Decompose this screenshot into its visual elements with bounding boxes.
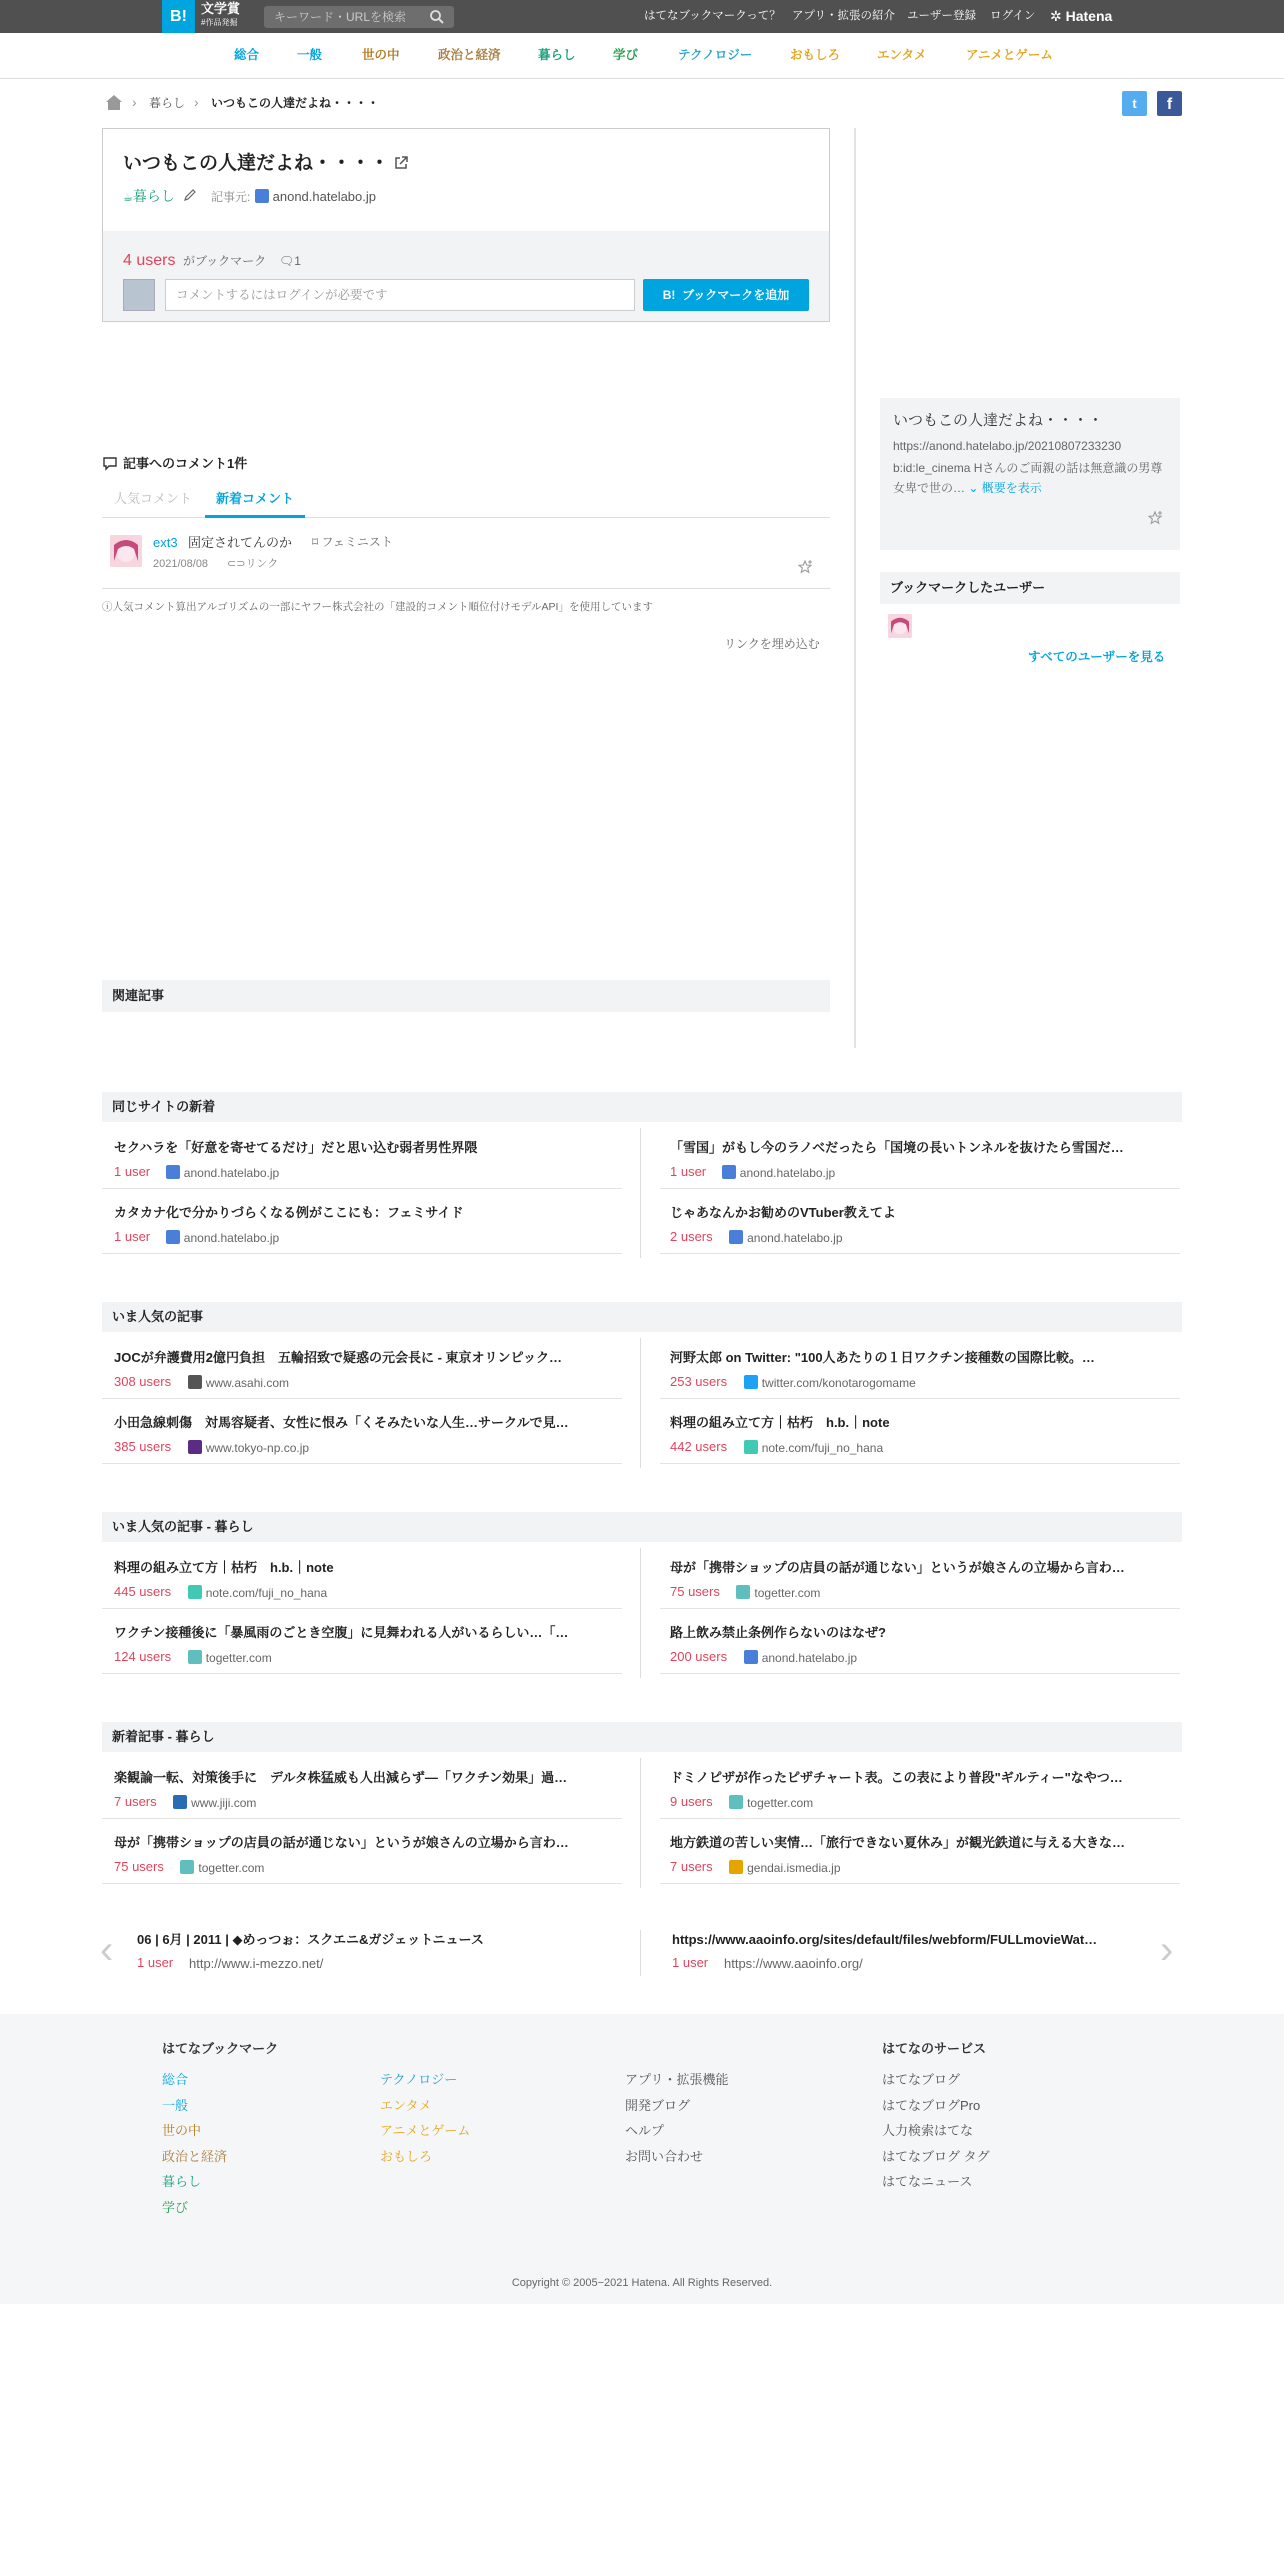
site-favicon-icon bbox=[180, 1860, 194, 1874]
footer bbox=[0, 2014, 1284, 2304]
footer-link[interactable]: 総合 bbox=[162, 2072, 189, 2087]
site-favicon-icon bbox=[729, 1860, 743, 1874]
site-favicon-icon bbox=[729, 1795, 743, 1809]
home-icon[interactable] bbox=[104, 93, 124, 111]
bookmark-bar bbox=[103, 231, 829, 321]
article-users[interactable]: 75 users bbox=[670, 1584, 720, 1599]
footer-link[interactable]: おもしろ bbox=[380, 2148, 433, 2164]
copyright: Copyright © 2005−2021 Hatena. All Rights Reserved. bbox=[511, 2277, 773, 2289]
article-divider bbox=[102, 1463, 622, 1464]
section-heading: 同じサイトの新着 bbox=[102, 1092, 1182, 1122]
article-divider bbox=[102, 1398, 622, 1399]
article-site-text: togetter.com bbox=[198, 1861, 265, 1875]
summary-box bbox=[880, 398, 1180, 550]
article-site[interactable] bbox=[166, 1230, 279, 1246]
bookmark-users-heading: ブックマークしたユーザー bbox=[880, 572, 1180, 604]
article-divider bbox=[660, 1398, 1180, 1399]
cat-manabi[interactable]: 学び bbox=[613, 48, 639, 62]
comment-date[interactable]: 2021/08/08 bbox=[153, 558, 209, 570]
chevron-down-icon: ⌄ bbox=[968, 481, 982, 495]
section-heading: いま人気の記事 bbox=[102, 1302, 1182, 1332]
carousel-item-users[interactable]: 1 user bbox=[672, 1955, 709, 1970]
carousel-next-icon[interactable]: › bbox=[1160, 1928, 1174, 1972]
article-site[interactable] bbox=[736, 1585, 820, 1601]
summary-desc-text: b:id:le_cinema Hさんのご両親の話は無意識の男尊女卑で世の… bbox=[893, 461, 1163, 495]
site-favicon-icon bbox=[188, 1650, 202, 1664]
section-divider bbox=[640, 1758, 641, 1888]
search-icon[interactable] bbox=[429, 9, 445, 25]
search-input[interactable]: キーワード・URLを検索 bbox=[264, 6, 454, 28]
apps-link[interactable]: アプリ・拡張の紹介 bbox=[792, 10, 896, 22]
carousel-divider bbox=[640, 1930, 641, 1976]
article-title[interactable]: 母が「携帯ショップの店員の話が通じない」というが娘さんの立場から言わ… bbox=[114, 1835, 569, 1850]
show-summary-label: 概要を表示 bbox=[981, 481, 1042, 495]
site-favicon-icon bbox=[188, 1440, 202, 1454]
footer-link[interactable]: テクノロジー bbox=[380, 2072, 458, 2087]
tab-new-comments[interactable]: 新着コメント bbox=[216, 491, 295, 506]
site-favicon-icon bbox=[729, 1230, 743, 1244]
hatena-logo-text: Hatena bbox=[1065, 8, 1113, 24]
article-site-text: togetter.com bbox=[205, 1651, 272, 1665]
article-title[interactable]: 小田急線刺傷 対馬容疑者、女性に恨み「くそみたいな人生…サークルで見… bbox=[114, 1415, 569, 1430]
article-title[interactable]: セクハラを「好意を寄せてるだけ」だと思い込む弱者男性界隈 bbox=[114, 1140, 478, 1155]
entry-title[interactable]: いつもこの人達だよね・・・・ bbox=[123, 153, 390, 174]
embed-link[interactable]: リンクを埋め込む bbox=[724, 637, 820, 651]
footer-link[interactable]: はてなブログ タグ bbox=[882, 2148, 990, 2164]
cat-yononaka[interactable]: 世の中 bbox=[362, 48, 400, 62]
all-users-link[interactable]: すべてのユーザーを見る bbox=[1028, 650, 1166, 664]
comments-heading: 記事へのコメント1件 bbox=[123, 456, 248, 471]
about-link[interactable]: はてなブックマークって？ bbox=[644, 10, 781, 22]
article-site[interactable] bbox=[180, 1860, 264, 1876]
article-site-text: anond.hatelabo.jp bbox=[761, 1651, 858, 1665]
article-site-text: anond.hatelabo.jp bbox=[739, 1166, 836, 1180]
award-logo-sub: #作品発掘 bbox=[201, 18, 238, 27]
article-users[interactable]: 1 user bbox=[670, 1164, 707, 1179]
site-favicon-icon bbox=[188, 1375, 202, 1389]
hatena-mark-icon: ✲ bbox=[1050, 8, 1066, 24]
hatena-logo[interactable] bbox=[1050, 8, 1112, 24]
add-bookmark-label: ブックマークを追加 bbox=[682, 288, 790, 302]
related-heading: 関連記事 bbox=[102, 980, 830, 1012]
footer-link[interactable]: はてなブログPro bbox=[882, 2097, 981, 2113]
article-title[interactable]: カタカナ化で分かりづらくなる例がここにも：フェミサイド bbox=[114, 1205, 464, 1220]
article-title[interactable]: 路上飲み禁止条例作らないのはなぜ? bbox=[670, 1625, 886, 1640]
avatar bbox=[123, 279, 155, 311]
article-site[interactable] bbox=[166, 1165, 279, 1181]
comment-text: 固定されてんのか bbox=[188, 535, 293, 550]
footer-link[interactable]: 暮らし bbox=[162, 2174, 202, 2189]
article-divider bbox=[102, 1818, 622, 1819]
cat-tech[interactable]: テクノロジー bbox=[678, 48, 753, 62]
article-title[interactable]: 料理の組み立て方｜枯朽 h.b.｜note bbox=[670, 1415, 890, 1430]
footer-link[interactable]: 開発ブログ bbox=[625, 2097, 691, 2113]
cat-omoshiro[interactable]: おもしろ bbox=[790, 48, 841, 62]
entry-category-label: 暮らし bbox=[132, 188, 175, 204]
site-favicon-icon bbox=[722, 1165, 736, 1179]
footer-services-heading: はてなのサービス bbox=[882, 2041, 987, 2056]
top-bar bbox=[0, 0, 1284, 33]
login-link[interactable]: ログイン bbox=[990, 10, 1036, 22]
article-site-text: note.com/fuji_no_hana bbox=[205, 1586, 328, 1600]
article-users[interactable]: 7 users bbox=[114, 1794, 157, 1809]
article-site[interactable] bbox=[188, 1585, 327, 1601]
section-divider bbox=[640, 1128, 641, 1258]
article-site[interactable] bbox=[729, 1860, 840, 1876]
article-users[interactable]: 124 users bbox=[114, 1649, 172, 1664]
article-site-text: www.asahi.com bbox=[205, 1376, 290, 1390]
article-site[interactable] bbox=[173, 1795, 256, 1811]
carousel-item-url[interactable]: https://www.aaoinfo.org/ bbox=[724, 1956, 863, 1971]
award-logo-text[interactable]: 文学賞 bbox=[201, 1, 241, 16]
tag-icon: ⌑ bbox=[312, 535, 322, 549]
algorithm-note bbox=[102, 601, 653, 614]
article-divider bbox=[660, 1188, 1180, 1189]
add-bookmark-button[interactable] bbox=[643, 279, 809, 311]
source-label: 記事元: bbox=[211, 190, 251, 204]
site-favicon-icon bbox=[744, 1650, 758, 1664]
source-site[interactable] bbox=[255, 189, 376, 204]
users-count[interactable]: 4 users bbox=[123, 252, 176, 269]
avatar[interactable] bbox=[110, 535, 142, 567]
footer-link[interactable]: アプリ・拡張機能 bbox=[625, 2072, 729, 2087]
summary-description bbox=[893, 458, 1173, 498]
site-favicon-icon bbox=[744, 1375, 758, 1389]
article-divider bbox=[102, 1188, 622, 1189]
entry-category[interactable] bbox=[123, 188, 175, 206]
site-favicon-icon bbox=[744, 1440, 758, 1454]
article-users[interactable]: 253 users bbox=[670, 1374, 728, 1389]
tab-active-indicator bbox=[205, 515, 305, 518]
article-site-text: www.jiji.com bbox=[191, 1796, 257, 1810]
hatebu-mark-icon: B! bbox=[662, 288, 676, 302]
link-icon: ⊂⊃ bbox=[227, 558, 246, 570]
comment-tag[interactable] bbox=[312, 535, 393, 550]
article-site-text: anond.hatelabo.jp bbox=[183, 1166, 280, 1180]
article-users[interactable]: 308 users bbox=[114, 1374, 172, 1389]
cat-kurashi[interactable]: 暮らし bbox=[538, 48, 576, 62]
cat-sougou[interactable]: 総合 bbox=[234, 48, 260, 62]
site-favicon-icon bbox=[188, 1585, 202, 1599]
article-users[interactable]: 200 users bbox=[670, 1649, 728, 1664]
article-site-text: anond.hatelabo.jp bbox=[183, 1231, 280, 1245]
footer-link[interactable]: ヘルプ bbox=[625, 2123, 665, 2138]
article-site[interactable] bbox=[744, 1440, 883, 1456]
comment-link[interactable] bbox=[227, 558, 278, 571]
section-heading: 新着記事 - 暮らし bbox=[102, 1722, 1182, 1752]
article-site-text: anond.hatelabo.jp bbox=[747, 1231, 843, 1245]
footer-link[interactable]: 一般 bbox=[162, 2097, 189, 2113]
comment-icon: 🗨 bbox=[279, 254, 295, 268]
cat-ippan[interactable]: 一般 bbox=[297, 48, 323, 62]
article-site[interactable] bbox=[188, 1440, 309, 1456]
site-favicon-icon bbox=[736, 1585, 750, 1599]
article-divider bbox=[102, 1883, 622, 1884]
article-users[interactable]: 7 users bbox=[670, 1859, 713, 1874]
article-divider bbox=[660, 1463, 1180, 1464]
breadcrumb-category[interactable]: 暮らし bbox=[149, 96, 186, 110]
info-icon: ⓘ bbox=[102, 601, 113, 613]
star-add-icon[interactable] bbox=[798, 559, 814, 575]
article-site[interactable] bbox=[729, 1230, 842, 1246]
chevron-right-icon: › bbox=[132, 94, 137, 110]
register-link[interactable]: ユーザー登録 bbox=[907, 10, 976, 22]
facebook-icon: f bbox=[1166, 96, 1173, 113]
comment-tag-label: フェミニスト bbox=[321, 535, 393, 549]
column-divider bbox=[854, 128, 856, 1048]
footer-link[interactable]: 世の中 bbox=[162, 2123, 202, 2138]
summary-title[interactable]: いつもこの人達だよね・・・・ bbox=[893, 412, 1104, 429]
article-users[interactable]: 9 users bbox=[670, 1794, 713, 1809]
twitter-share-button[interactable] bbox=[1122, 91, 1147, 116]
article-site[interactable] bbox=[188, 1650, 272, 1666]
article-site-text: gendai.ismedia.jp bbox=[747, 1861, 841, 1875]
article-users[interactable]: 442 users bbox=[670, 1439, 728, 1454]
carousel-item-users[interactable]: 1 user bbox=[137, 1955, 174, 1970]
article-site[interactable] bbox=[744, 1375, 916, 1391]
category-nav bbox=[0, 33, 1284, 79]
carousel-item-url[interactable]: http://www.i-mezzo.net/ bbox=[189, 1956, 324, 1971]
article-site-text: www.tokyo-np.co.jp bbox=[205, 1441, 310, 1455]
article-title[interactable]: ワクチン接種後に「暴風雨のごとき空腹」に見舞われる人がいるらしい…「… bbox=[114, 1625, 569, 1640]
hatebu-logo[interactable]: B! bbox=[162, 0, 195, 33]
article-divider bbox=[102, 1608, 622, 1609]
article-site-text: twitter.com/konotarogomame bbox=[761, 1376, 916, 1390]
article-divider bbox=[102, 1673, 622, 1674]
article-divider bbox=[660, 1883, 1180, 1884]
site-favicon-icon bbox=[166, 1165, 180, 1179]
comment-icon bbox=[102, 455, 118, 471]
section-divider bbox=[640, 1548, 641, 1678]
carousel-item-title[interactable]: 06 | 6月 | 2011 | ◆めっつぉ：スクエニ&ガジェットニュース bbox=[137, 1932, 484, 1947]
article-site-text: togetter.com bbox=[747, 1796, 814, 1810]
article-title[interactable]: じゃあなんかお勧めのVTuber教えてよ bbox=[670, 1205, 896, 1220]
article-users[interactable]: 1 user bbox=[114, 1229, 151, 1244]
article-users[interactable]: 1 user bbox=[114, 1164, 151, 1179]
source-site-text: anond.hatelabo.jp bbox=[272, 189, 376, 204]
article-divider bbox=[660, 1673, 1180, 1674]
cat-seiji[interactable]: 政治と経済 bbox=[438, 48, 501, 62]
article-divider bbox=[102, 1253, 622, 1254]
external-link-icon[interactable] bbox=[393, 155, 409, 171]
comment-link-label: リンク bbox=[245, 558, 279, 570]
cat-entame[interactable]: エンタメ bbox=[877, 48, 927, 62]
carousel-item-title[interactable]: https://www.aaoinfo.org/sites/default/files/webform/FULLmovieWat… bbox=[672, 1932, 1098, 1947]
article-site[interactable] bbox=[744, 1650, 857, 1666]
footer-link[interactable]: 学び bbox=[162, 2199, 189, 2215]
site-favicon-icon bbox=[173, 1795, 187, 1809]
section-divider bbox=[640, 1338, 641, 1468]
entry-header bbox=[103, 129, 829, 231]
footer-link[interactable]: はてなニュース bbox=[882, 2174, 973, 2189]
facebook-share-button[interactable] bbox=[1157, 91, 1182, 116]
show-summary-button[interactable] bbox=[968, 481, 1041, 495]
article-title[interactable]: 「雪国」がもし今のラノベだったら「国境の長いトンネルを抜けたら雪国だ… bbox=[670, 1140, 1124, 1155]
site-favicon-icon bbox=[255, 189, 269, 203]
chevron-right-icon: › bbox=[194, 94, 199, 110]
comment-count[interactable] bbox=[279, 254, 301, 269]
footer-link[interactable]: エンタメ bbox=[380, 2097, 432, 2113]
article-title[interactable]: 地方鉄道の苦しい実情…「旅行できない夏休み」が観光鉄道に与える大きな… bbox=[670, 1835, 1126, 1850]
algorithm-note-text: 人気コメント算出アルゴリズムの一部にヤフー株式会社の「建設的コメント順位付けモデルAPI」を使用しています bbox=[112, 601, 653, 613]
footer-link[interactable]: お問い合わせ bbox=[625, 2148, 704, 2164]
article-site-text: note.com/fuji_no_hana bbox=[761, 1441, 884, 1455]
article-users[interactable]: 445 users bbox=[114, 1584, 172, 1599]
comment-count-value: 1 bbox=[294, 254, 301, 268]
comment-input[interactable]: コメントするにはログインが必要です bbox=[165, 279, 635, 311]
article-title[interactable]: 楽観論一転、対策後手に デルタ株猛威も人出減らず―「ワクチン効果」過… bbox=[114, 1770, 568, 1785]
users-suffix: がブックマーク bbox=[183, 254, 267, 268]
footer-link[interactable]: 人力検索はてな bbox=[882, 2123, 974, 2138]
article-title[interactable]: 料理の組み立て方｜枯朽 h.b.｜note bbox=[114, 1560, 334, 1575]
comment-user[interactable]: ext3 bbox=[153, 535, 178, 550]
article-title[interactable]: JOCが弁護費用2億円負担 五輪招致で疑惑の元会長に - 東京オリンピック… bbox=[114, 1350, 562, 1365]
article-users[interactable]: 75 users bbox=[114, 1859, 164, 1874]
article-divider bbox=[660, 1818, 1180, 1819]
cat-anime[interactable]: アニメとゲーム bbox=[966, 48, 1053, 62]
article-title[interactable]: 母が「携帯ショップの店員の話が通じない」というが娘さんの立場から言わ… bbox=[670, 1560, 1125, 1575]
footer-link[interactable]: 政治と経済 bbox=[162, 2148, 228, 2164]
summary-url[interactable]: https://anond.hatelabo.jp/20210807233230 bbox=[893, 439, 1122, 453]
article-users[interactable]: 2 users bbox=[670, 1229, 713, 1244]
pencil-icon[interactable] bbox=[183, 188, 197, 202]
article-divider bbox=[660, 1253, 1180, 1254]
article-divider bbox=[660, 1608, 1180, 1609]
footer-link[interactable]: はてなブログ bbox=[882, 2072, 961, 2087]
breadcrumb-current: いつもこの人達だよね・・・・ bbox=[211, 96, 380, 110]
article-site[interactable] bbox=[729, 1795, 813, 1811]
article-title[interactable]: 河野太郎 on Twitter: "100人あたりの１日ワクチン接種数の国際比較。… bbox=[670, 1350, 1095, 1365]
footer-link[interactable]: アニメとゲーム bbox=[380, 2123, 471, 2138]
avatar[interactable] bbox=[888, 614, 912, 638]
comment-divider bbox=[102, 588, 830, 589]
footer-bm-heading: はてなブックマーク bbox=[162, 2041, 279, 2056]
site-favicon-icon bbox=[166, 1230, 180, 1244]
article-site[interactable] bbox=[188, 1375, 289, 1391]
section-heading: いま人気の記事 - 暮らし bbox=[102, 1512, 1182, 1542]
article-site[interactable] bbox=[722, 1165, 835, 1181]
entry-box bbox=[102, 128, 830, 322]
tab-popular-comments[interactable]: 人気コメント bbox=[114, 491, 193, 506]
carousel-prev-icon[interactable]: ‹ bbox=[100, 1928, 114, 1972]
article-title[interactable]: ドミノピザが作ったピザチャート表。この表により普段"ギルティー"なやつ… bbox=[670, 1770, 1123, 1785]
star-add-icon[interactable] bbox=[1148, 510, 1164, 526]
kurashi-icon: ☕ bbox=[123, 192, 133, 204]
article-users[interactable]: 385 users bbox=[114, 1439, 172, 1454]
article-site-text: togetter.com bbox=[754, 1586, 821, 1600]
twitter-icon: t bbox=[1132, 96, 1137, 111]
